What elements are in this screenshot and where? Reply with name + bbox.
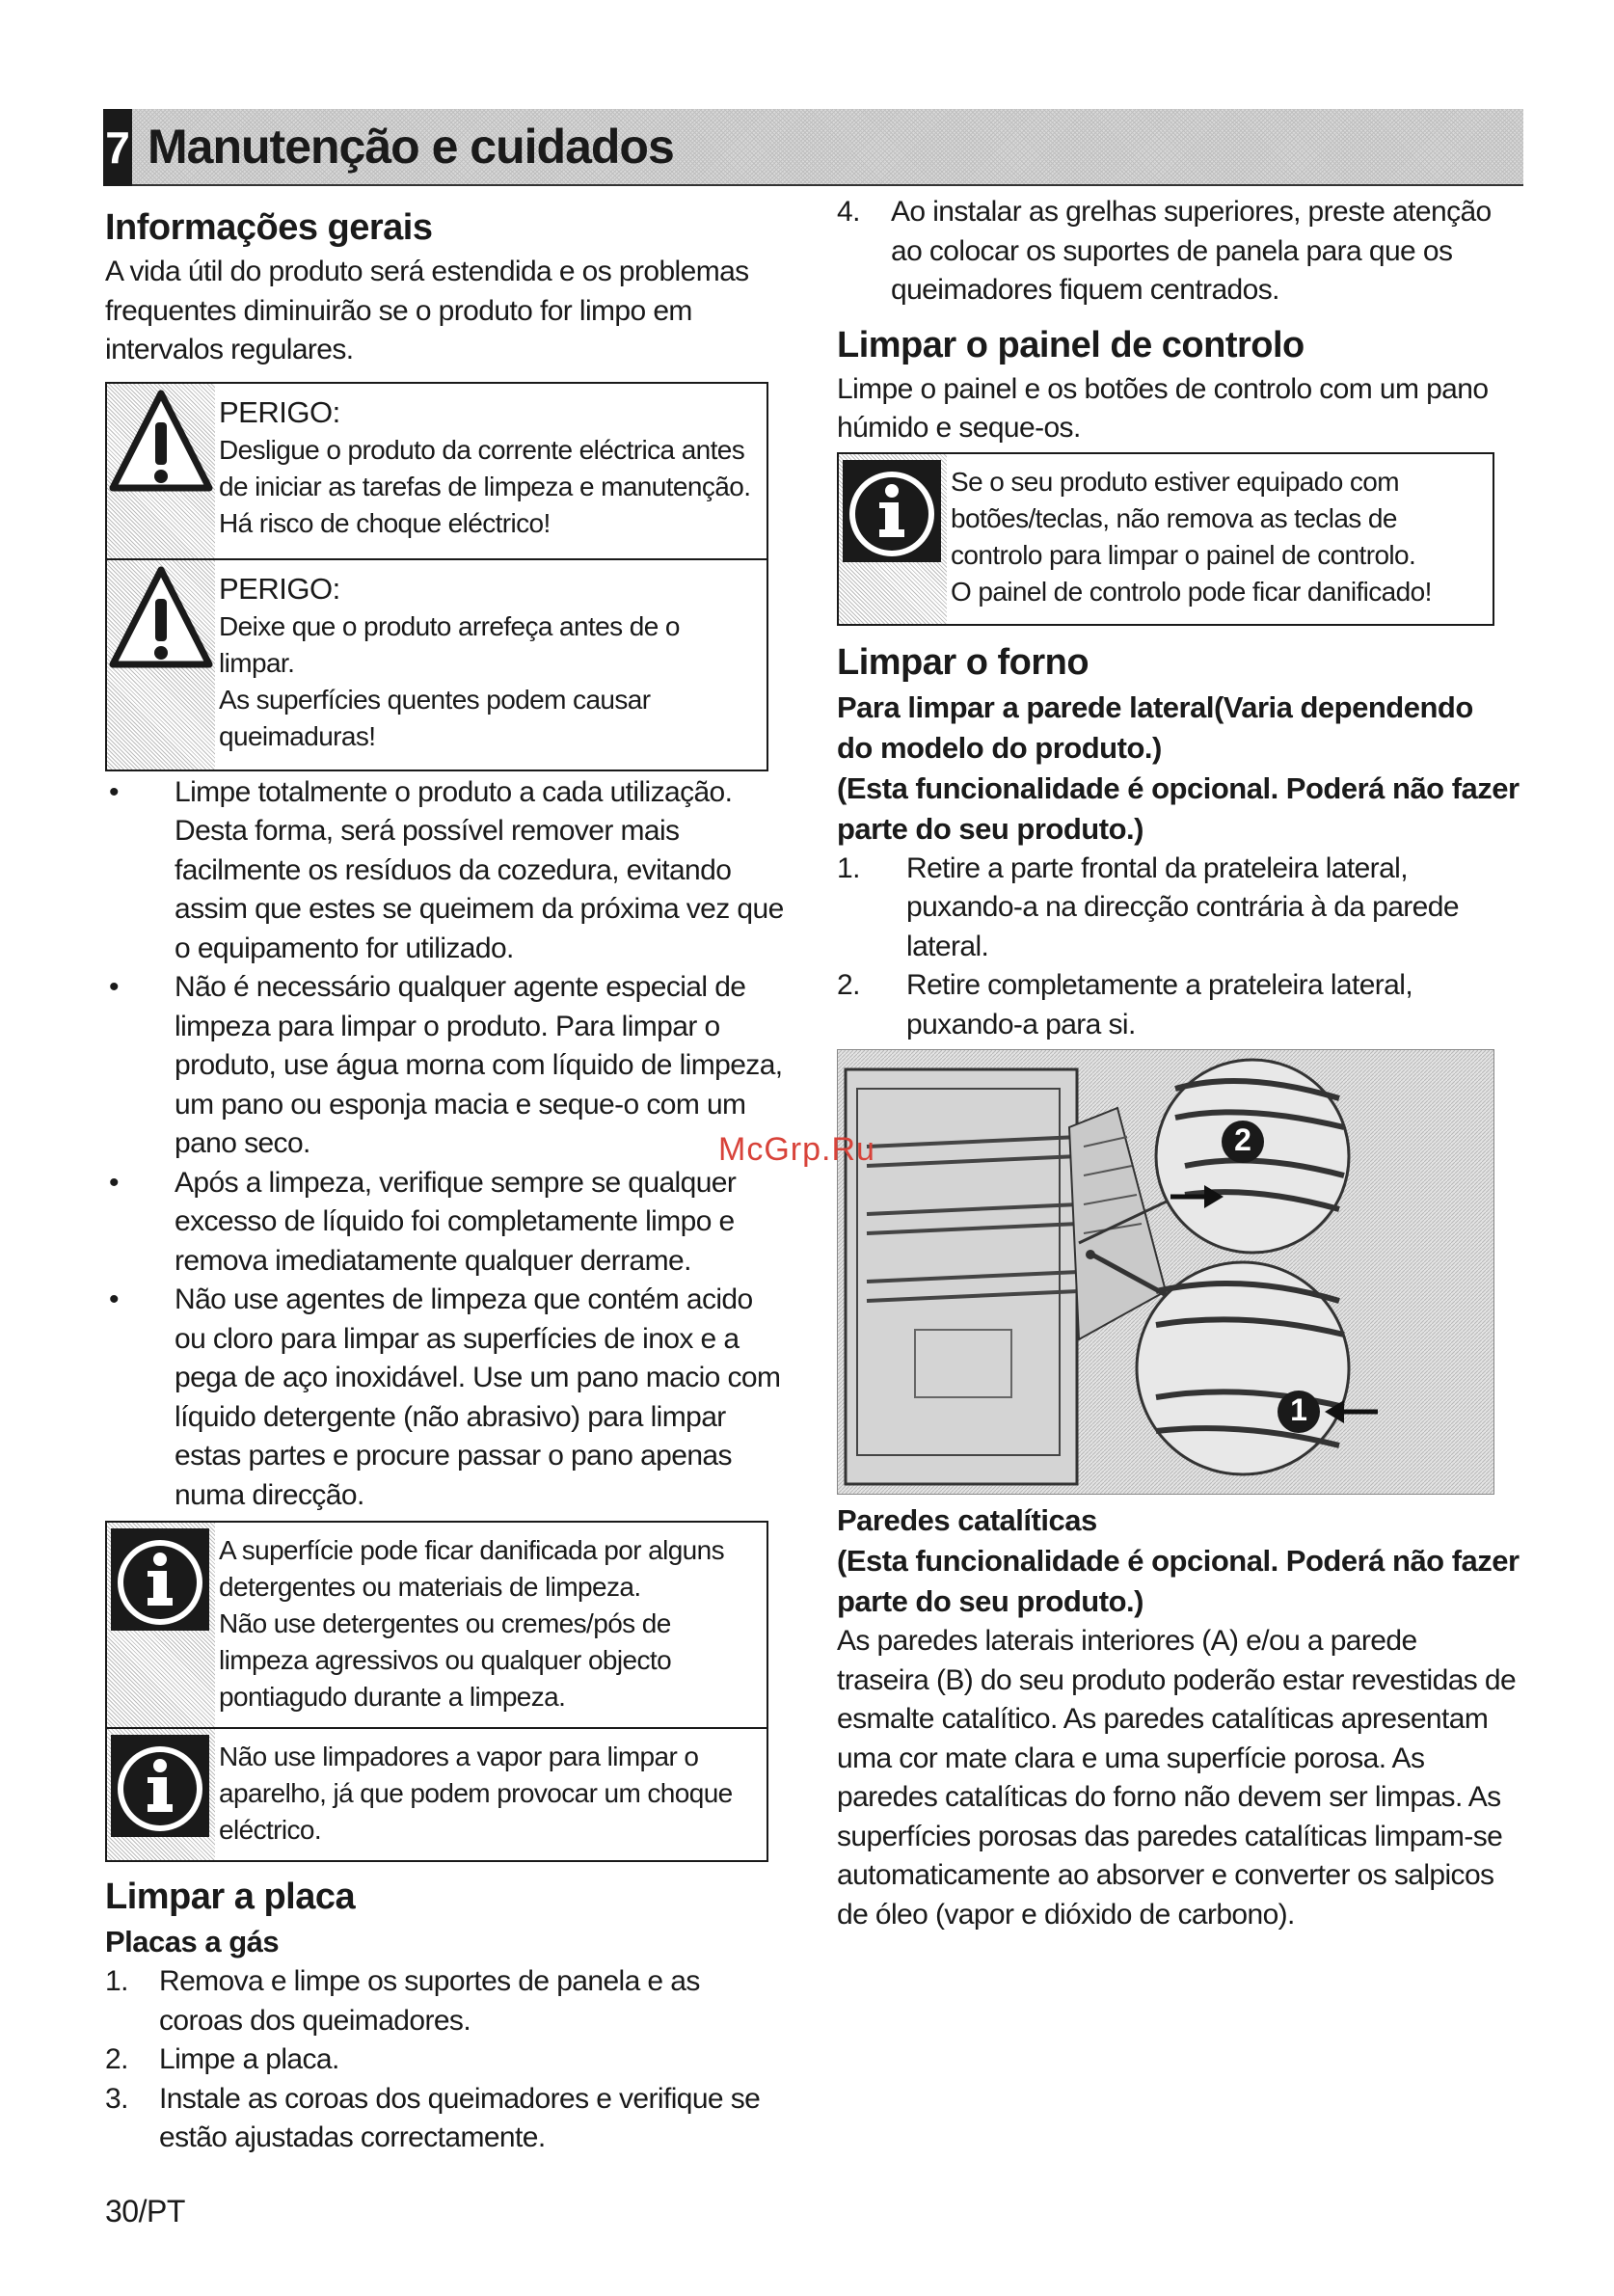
subsection-title-gas: Placas a gás: [105, 1925, 280, 1958]
list-item: 3. Instale as coroas dos queimadores e verifique se estão ajustadas correctamente.: [105, 2082, 761, 2153]
warning-icon: [107, 560, 215, 770]
section-title-general: Informações gerais: [105, 207, 433, 248]
optional-feature-note: (Esta funcionalidade é opcional. Poderá não fazer parte do seu produto.): [837, 1544, 1520, 1618]
chapter-title: Manutenção e cuidados: [148, 120, 674, 174]
info-box: [837, 452, 1494, 626]
hob-steps-continued: [837, 193, 1523, 311]
list-item: 2. Limpe a placa.: [105, 2043, 339, 2075]
list-item: 1. Remova e limpe os suportes de panela e as coroas dos queimadores.: [105, 1965, 700, 2037]
general-intro: A vida útil do produto será estendida e os problemas frequentes diminuirão se o produto for limpo em intervalos regulares.: [105, 256, 749, 365]
info-notice: Não use limpadores a vapor para limpar o aparelho, já que podem provocar um choque eléctrico.: [107, 1727, 767, 1860]
section-title-oven: Limpar o forno: [837, 641, 1089, 683]
list-item: • Não use agentes de limpeza que contém acido ou cloro para limpar as superfícies de inox e a pega de aço inoxidável. Use um pano macio com líquido detergente (não abrasivo) para limpar estas partes e procure passar o pano apenas numa direcção.: [105, 1281, 794, 1515]
control-panel-intro: Limpe o painel e os botões de controlo com um pano húmido e seque-os.: [837, 372, 1489, 444]
info-icon: [839, 454, 947, 624]
chapter-number: 7: [103, 109, 132, 186]
danger-box: [105, 382, 768, 771]
section-title-catalytic: Paredes catalíticas: [837, 1503, 1097, 1537]
section-title-hob: Limpar a placa: [105, 1877, 356, 1917]
figure-label-2: 2: [1234, 1122, 1251, 1157]
watermark: McGrp.Ru: [718, 1131, 875, 1168]
list-item: 1. Retire a parte frontal da prateleira lateral, puxando-a na direcção contrária à da parede lateral.: [837, 851, 1459, 962]
page-number: 30/PT: [105, 2194, 185, 2228]
danger-heading: PERIGO:: [219, 571, 340, 606]
danger-notice: PERIGO: Deixe que o produto arrefeça antes de o limpar. As superfícies quentes podem causar queimaduras!: [107, 558, 767, 770]
info-box: [105, 1521, 768, 1862]
subsection-title-side-wall: Para limpar a parede lateral(Varia dependendo do modelo do produto.): [837, 689, 1473, 765]
list-item: • Após a limpeza, verifique sempre se qualquer excesso de líquido foi completamente limpo e remova imediatamente qualquer derrame.: [105, 1164, 794, 1282]
info-icon: [107, 1523, 215, 1727]
danger-heading: PERIGO:: [219, 394, 340, 429]
info-notice: A superfície pode ficar danificada por alguns detergentes ou materiais de limpeza. Não use detergentes ou cremes/pós de limpeza agressivos ou qualquer objecto pontiagudo durante a limpeza.: [107, 1523, 767, 1727]
figure-label-1: 1: [1290, 1392, 1307, 1427]
list-item: 2. Retire completamente a prateleira lateral, puxando-a para si.: [837, 969, 1413, 1040]
list-item: • Não é necessário qualquer agente especial de limpeza para limpar o produto. Para limpar o produto, use água morna com líquido de limpeza, um pano ou esponja macia e seque-o com um pano seco.: [105, 968, 794, 1164]
oven-steps: [837, 850, 1523, 1045]
info-notice: Se o seu produto estiver equipado com botões/teclas, não remova as teclas de controlo para limpar o painel de controlo. O painel de controlo pode ficar danificado!: [839, 454, 1493, 624]
info-icon: [107, 1729, 215, 1860]
oven-side-rack-illustration: [837, 1049, 1494, 1495]
optional-feature-note: (Esta funcionalidade é opcional. Poderá não fazer parte do seu produto.): [837, 770, 1520, 846]
section-title-control-panel: Limpar o painel de controlo: [837, 324, 1305, 365]
chapter-header: [103, 109, 1523, 186]
left-column: [105, 203, 794, 2158]
list-item: 4. Ao instalar as grelhas superiores, preste atenção ao colocar os suportes de panela para que os queimadores fiquem centrados.: [837, 196, 1492, 306]
catalytic-section: [837, 1500, 1523, 1934]
catalytic-description: As paredes laterais interiores (A) e/ou a parede traseira (B) do seu produto poderão estar revestidas de esmalte catalítico. As paredes catalíticas apresentam uma cor mate clara e uma superfície porosa. As paredes catalíticas do forno não devem ser limpas. As superfícies porosas das paredes catalíticas limpam-se automaticamente ao absorver e converter os salpicos de óleo (vapor e dióxido de carbono).: [837, 1625, 1517, 1931]
danger-notice: PERIGO: Desligue o produto da corrente eléctrica antes de iniciar as tarefas de limpeza e manutenção. Há risco de choque eléctrico!: [107, 384, 767, 558]
hob-steps: [105, 1962, 794, 2158]
list-item: • Limpe totalmente o produto a cada utilização. Desta forma, será possível remover mais facilmente os resíduos da cozedura, evitando assim que estes se queimem da próxima vez que o equipamento for utilizado.: [105, 773, 794, 969]
cleaning-tips-list: [105, 773, 794, 1516]
warning-icon: [107, 384, 215, 558]
right-column: [837, 193, 1523, 1044]
